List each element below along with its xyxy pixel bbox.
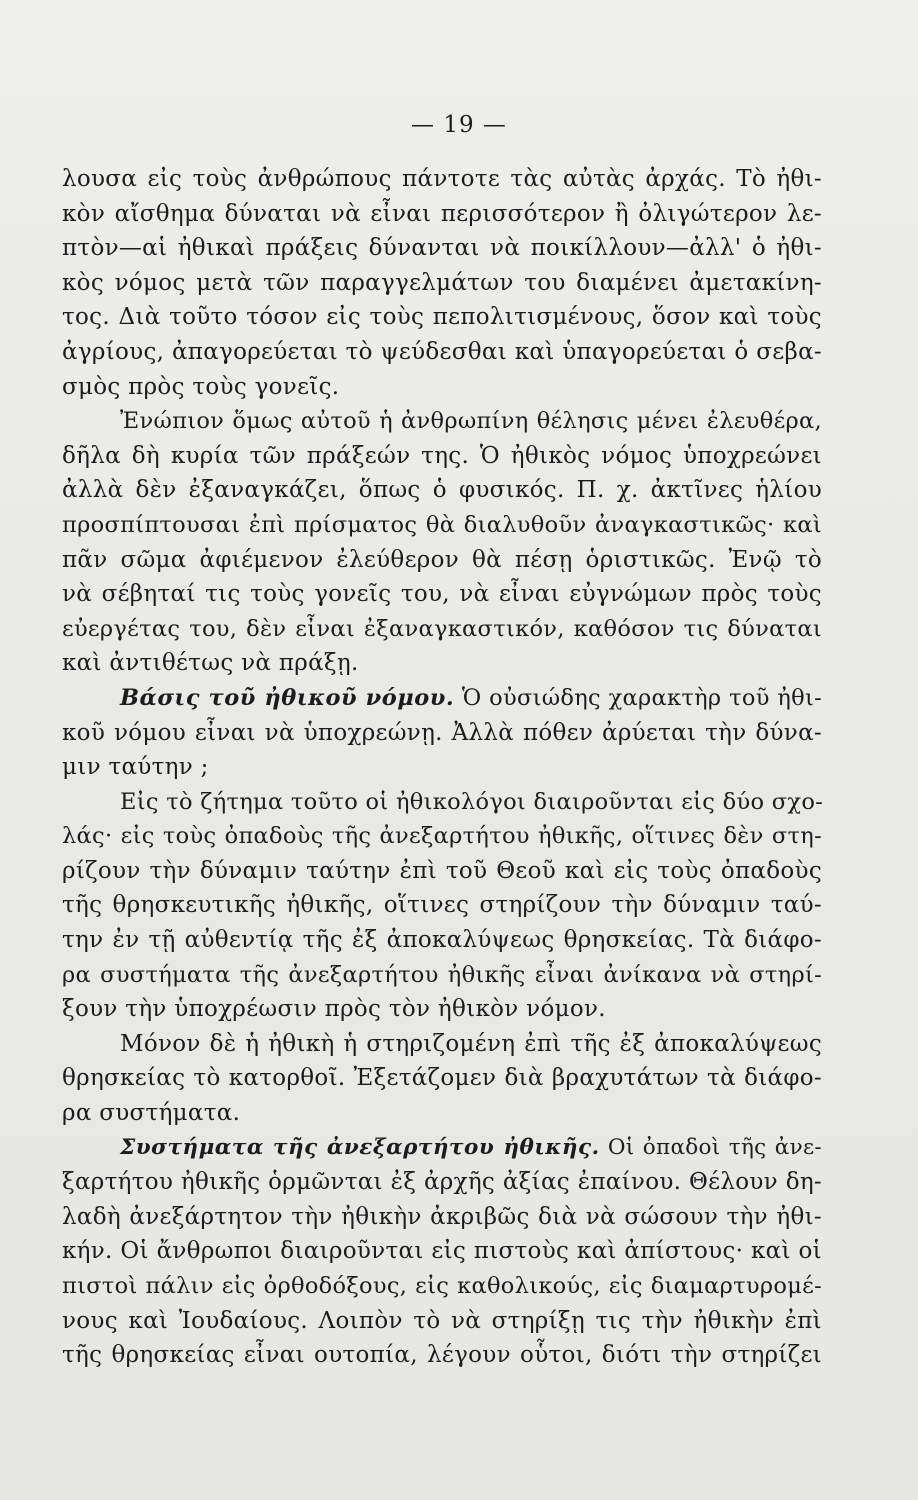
text-line [62, 335, 822, 370]
line-text: ἀγρίους, ἀπαγορεύεται τὸ ψεύδεσθαι καὶ ὑπαγορεύεται ὁ σεβα- [62, 338, 822, 365]
text-line [62, 923, 822, 958]
line-text: Μόνον δὲ ἡ ἠθικὴ ἡ στηριζομένη ἐπὶ τῆς ἐξ ἀποκαλύψεως [120, 1030, 822, 1057]
line-text: ἀλλὰ δὲν ἐξαναγκάζει, ὅπως ὁ φυσικός. Π. χ. ἀκτῖνες ἡλίου [62, 477, 822, 504]
text-line [62, 750, 822, 785]
line-text: νὰ σέβηταί τις τοὺς γονεῖς του, νὰ εἶναι εὐγνώμων πρὸς τοὺς [62, 581, 822, 608]
line-text: ξαρτήτου ἠθικῆς ὁρμῶνται ἐξ ἀρχῆς ἀξίας ἐπαίνου. Θέλουν δη- [62, 1169, 822, 1196]
line-text: την ἐν τῇ αὐθεντίᾳ τῆς ἐξ ἀποκαλύψεως θρησκείας. Τὰ διάφο- [62, 927, 822, 954]
line-text: τῆς θρησκευτικῆς ἠθικῆς, οἵτινες στηρίζουν τὴν δύναμιν ταύ- [62, 892, 822, 919]
text-line [62, 819, 822, 854]
line-text: θρησκείας τὸ κατορθοῖ. Ἐξετάζομεν διὰ βραχυτάτων τὰ διάφο- [62, 1065, 822, 1092]
text-line [62, 716, 822, 751]
text-line [62, 888, 822, 923]
line-text: τῆς θρησκείας εἶναι ουτοπία, λέγουν οὗτοι, διότι τὴν στηρίζει [62, 1342, 822, 1369]
text-line [62, 1200, 822, 1235]
line-text: σμὸς πρὸς τοὺς γονεῖς. [62, 373, 340, 400]
text-line [62, 1165, 822, 1200]
text-line [62, 1304, 822, 1339]
text-line [62, 958, 822, 993]
line-text: προσπίπτουσαι ἐπὶ πρίσματος θὰ διαλυθοῦν ἀναγκαστικῶς· καὶ [62, 511, 822, 538]
text-line [62, 577, 822, 612]
text-line [62, 1061, 822, 1096]
line-text: ρίζουν τὴν δύναμιν ταύτην ἐπὶ τοῦ Θεοῦ καὶ εἰς τοὺς ὀπαδοὺς [62, 857, 822, 884]
line-text: λουσα εἰς τοὺς ἀνθρώπους πάντοτε τὰς αὐτὰς ἀρχάς. Τὸ ἠθι- [62, 166, 822, 192]
line-text: ρα συστήματα. [62, 1100, 241, 1127]
line-text: Ἐνώπιον ὅμως αὐτοῦ ἡ ἀνθρωπίνη θέλησις μένει ἐλευθέρα, [120, 408, 822, 435]
line-text: κὸν αἴσθημα δύναται νὰ εἶναι περισσότερον ἢ ὀλιγώτερον λε- [62, 200, 822, 227]
text-line [62, 1269, 822, 1304]
text-line [62, 543, 822, 578]
line-text: κὸς νόμος μετὰ τῶν παραγγελμάτων του διαμένει ἀμετακίνη- [62, 269, 822, 296]
text-line [62, 439, 822, 474]
text-line [62, 1131, 822, 1166]
line-text: Ὁ οὐσιώδης χαρακτὴρ τοῦ ἠθι- [454, 684, 822, 711]
text-line [62, 785, 822, 820]
line-text: ρα συστήματα τῆς ἀνεξαρτήτου ἠθικῆς εἶναι ἀνίκανα νὰ στηρί- [62, 961, 822, 988]
line-text: νους καὶ Ἰουδαίους. Λοιπὸν τὸ νὰ στηρίξῃ τις τὴν ἠθικὴν ἐπὶ [62, 1307, 822, 1334]
text-line [62, 1096, 822, 1131]
line-text: Οἱ ὀπαδοὶ τῆς ἀνε- [599, 1134, 822, 1160]
line-text: μιν ταύτην ; [62, 754, 209, 781]
text-line [62, 1027, 822, 1062]
text-line [62, 231, 822, 266]
text-line [62, 404, 822, 439]
text-line [62, 992, 822, 1027]
line-text: τος. Διὰ τοῦτο τόσον εἰς τοὺς πεπολιτισμένους, ὅσον καὶ τοὺς [62, 304, 822, 331]
line-text: πτὸν—αἱ ἠθικαὶ πράξεις δύνανται νὰ ποικίλλουν—ἀλλ' ὁ ἠθι- [62, 235, 822, 262]
text-line [62, 162, 822, 197]
line-text: κήν. Οἱ ἄνθρωποι διαιροῦνται εἰς πιστοὺς καὶ ἀπίστους· καὶ οἱ [62, 1238, 822, 1265]
line-text: καὶ ἀντιθέτως νὰ πράξῃ. [62, 650, 359, 677]
text-line [62, 197, 822, 232]
line-text: πιστοὶ πάλιν εἰς ὀρθοδόξους, εἰς καθολικούς, εἰς διαμαρτυρομέ- [62, 1273, 822, 1299]
text-line [62, 508, 822, 543]
line-text: κοῦ νόμου εἶναι νὰ ὑποχρεώνῃ. Ἀλλὰ πόθεν ἀρύεται τὴν δύνα- [62, 719, 822, 746]
text-line [62, 266, 822, 301]
body-text [62, 162, 822, 1373]
text-line [62, 473, 822, 508]
text-line [62, 646, 822, 681]
line-text: δῆλα δὴ κυρία τῶν πράξεών της. Ὁ ἠθικὸς νόμος ὑποχρεώνει [62, 442, 822, 469]
line-text: Εἰς τὸ ζήτημα τοῦτο οἱ ἠθικολόγοι διαιροῦνται εἰς δύο σχο- [120, 788, 824, 815]
text-line [62, 1234, 822, 1269]
line-text: εὐεργέτας του, δὲν εἶναι ἐξαναγκαστικόν, καθόσον τις δύναται [62, 615, 822, 642]
line-text: πᾶν σῶμα ἀφιέμενον ἐλεύθερον θὰ πέσῃ ὁριστικῶς. Ἐνῷ τὸ [62, 546, 822, 573]
text-line [62, 300, 822, 335]
section-heading: Βάσις τοῦ ἠθικοῦ νόμου. [120, 684, 455, 711]
text-line [62, 612, 822, 647]
line-text: λάς· εἰς τοὺς ὀπαδοὺς τῆς ἀνεξαρτήτου ἠθικῆς, οἵτινες δὲν στη- [62, 823, 822, 850]
text-line [62, 681, 822, 716]
page-number: — 19 — [411, 112, 507, 138]
section-heading: Συστήματα τῆς ἀνεξαρτήτου ἠθικῆς. [120, 1134, 600, 1160]
text-line [62, 1338, 822, 1373]
line-text: λαδὴ ἀνεξάρτητον τὴν ἠθικὴν ἀκριβῶς διὰ νὰ σώσουν τὴν ἠθι- [62, 1203, 822, 1230]
text-line [62, 854, 822, 889]
line-text: ξουν τὴν ὑποχρέωσιν πρὸς τὸν ἠθικὸν νόμον. [62, 996, 606, 1023]
text-line [62, 370, 822, 405]
